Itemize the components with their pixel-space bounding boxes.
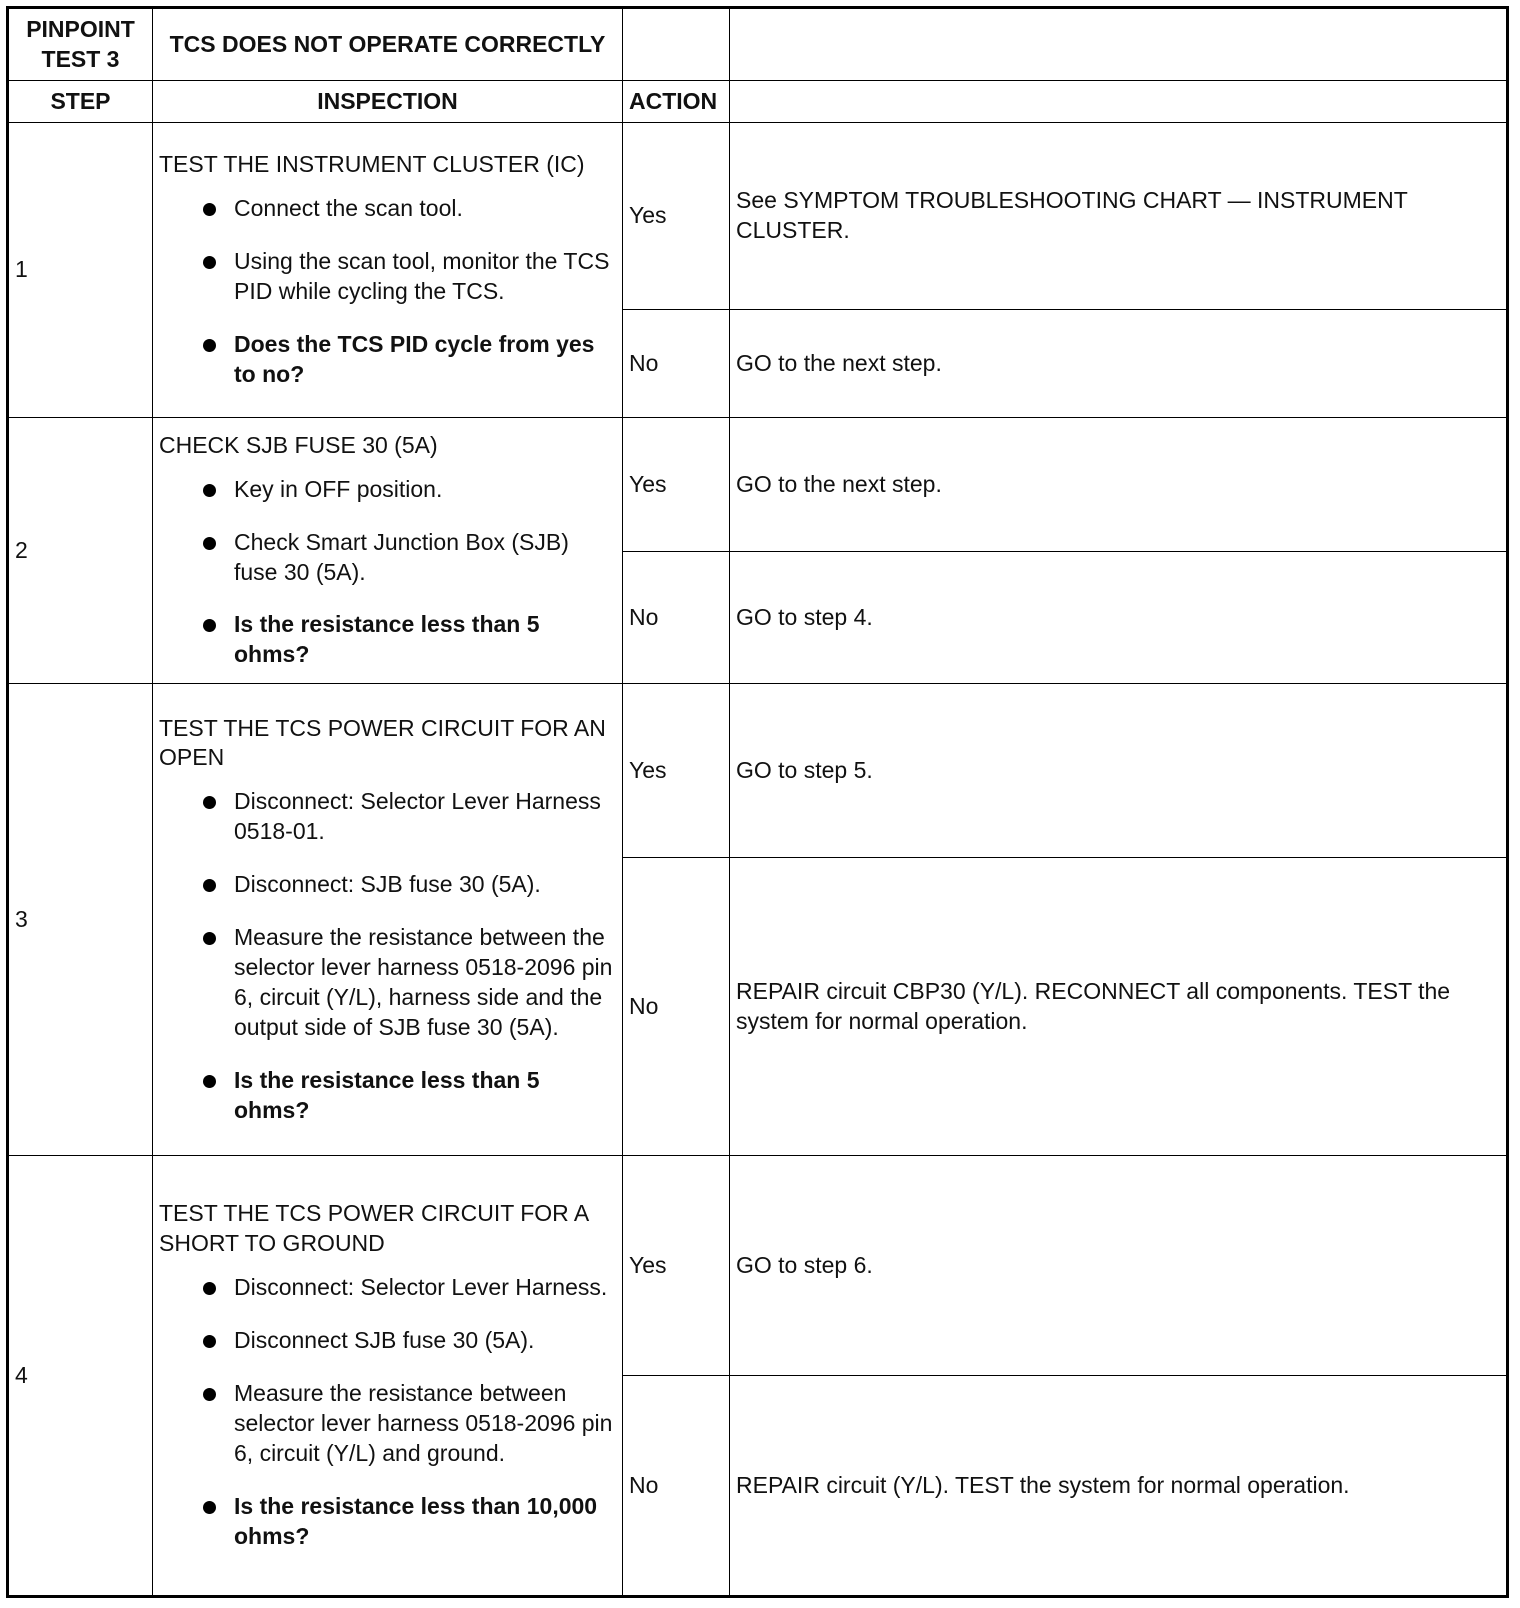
answer-yes: Yes [623, 123, 730, 310]
title-blank-cell-2 [730, 8, 1508, 81]
inspection-bullet: Measure the resistance between selector lever harness 0518-2096 pin 6, circuit (Y/L) and ground. [159, 1379, 616, 1469]
col-header-step: STEP [8, 81, 153, 123]
inspection-bullets [159, 475, 616, 670]
answer-yes: Yes [623, 418, 730, 552]
action-no: GO to step 4. [730, 552, 1508, 684]
step-number: 1 [8, 123, 153, 418]
inspection-bullet: Measure the resistance between the selector lever harness 0518-2096 pin 6, circuit (Y/L), harness side and the output side of SJB fuse 30 (5A). [159, 923, 616, 1043]
col-header-inspection: INSPECTION [153, 81, 623, 123]
action-yes: GO to step 5. [730, 684, 1508, 858]
inspection-bullets [159, 194, 616, 389]
title-blank-cell-1 [623, 8, 730, 81]
inspection-cell [153, 123, 623, 418]
col-header-blank [730, 81, 1508, 123]
inspection-bullet: Check Smart Junction Box (SJB) fuse 30 (5A). [159, 528, 616, 588]
step-number: 2 [8, 418, 153, 684]
inspection-title: TEST THE INSTRUMENT CLUSTER (IC) [159, 151, 585, 178]
inspection-question: Does the TCS PID cycle from yes to no? [159, 330, 616, 390]
answer-no: No [623, 858, 730, 1156]
col-header-action: ACTION [623, 81, 730, 123]
inspection-title: TEST THE TCS POWER CIRCUIT FOR AN OPEN [159, 714, 606, 771]
title-row [8, 8, 1508, 81]
action-no: REPAIR circuit CBP30 (Y/L). RECONNECT all components. TEST the system for normal operation. [730, 858, 1508, 1156]
column-header-row [8, 81, 1508, 123]
inspection-title: TEST THE TCS POWER CIRCUIT FOR A SHORT TO GROUND [159, 1200, 588, 1257]
action-yes: See SYMPTOM TROUBLESHOOTING CHART — INSTRUMENT CLUSTER. [730, 123, 1508, 310]
table-row [8, 1156, 1508, 1376]
answer-yes: Yes [623, 684, 730, 858]
inspection-question: Is the resistance less than 5 ohms? [159, 1066, 616, 1126]
inspection-cell [153, 418, 623, 684]
inspection-bullet: Using the scan tool, monitor the TCS PID while cycling the TCS. [159, 247, 616, 307]
inspection-bullets [159, 787, 616, 1125]
inspection-bullet: Disconnect: SJB fuse 30 (5A). [159, 870, 616, 900]
inspection-bullet: Key in OFF position. [159, 475, 616, 505]
step-number: 3 [8, 684, 153, 1156]
action-yes: GO to the next step. [730, 418, 1508, 552]
inspection-cell [153, 684, 623, 1156]
inspection-title: CHECK SJB FUSE 30 (5A) [159, 431, 438, 458]
step-number: 4 [8, 1156, 153, 1597]
inspection-cell [153, 1156, 623, 1597]
inspection-bullet: Disconnect: Selector Lever Harness 0518-01. [159, 787, 616, 847]
inspection-bullet: Connect the scan tool. [159, 194, 616, 224]
test-title-cell: TCS DOES NOT OPERATE CORRECTLY [153, 8, 623, 81]
inspection-question: Is the resistance less than 5 ohms? [159, 610, 616, 670]
answer-no: No [623, 310, 730, 418]
inspection-bullets [159, 1273, 616, 1551]
inspection-bullet: Disconnect: Selector Lever Harness. [159, 1273, 616, 1303]
action-yes: GO to step 6. [730, 1156, 1508, 1376]
answer-yes: Yes [623, 1156, 730, 1376]
inspection-question: Is the resistance less than 10,000 ohms? [159, 1492, 616, 1552]
answer-no: No [623, 552, 730, 684]
table-row [8, 123, 1508, 310]
table-row [8, 684, 1508, 858]
answer-no: No [623, 1376, 730, 1597]
pinpoint-test-table [6, 6, 1509, 1598]
action-no: REPAIR circuit (Y/L). TEST the system for normal operation. [730, 1376, 1508, 1597]
action-no: GO to the next step. [730, 310, 1508, 418]
table-row [8, 418, 1508, 552]
test-id-cell: PINPOINT TEST 3 [8, 8, 153, 81]
inspection-bullet: Disconnect SJB fuse 30 (5A). [159, 1326, 616, 1356]
